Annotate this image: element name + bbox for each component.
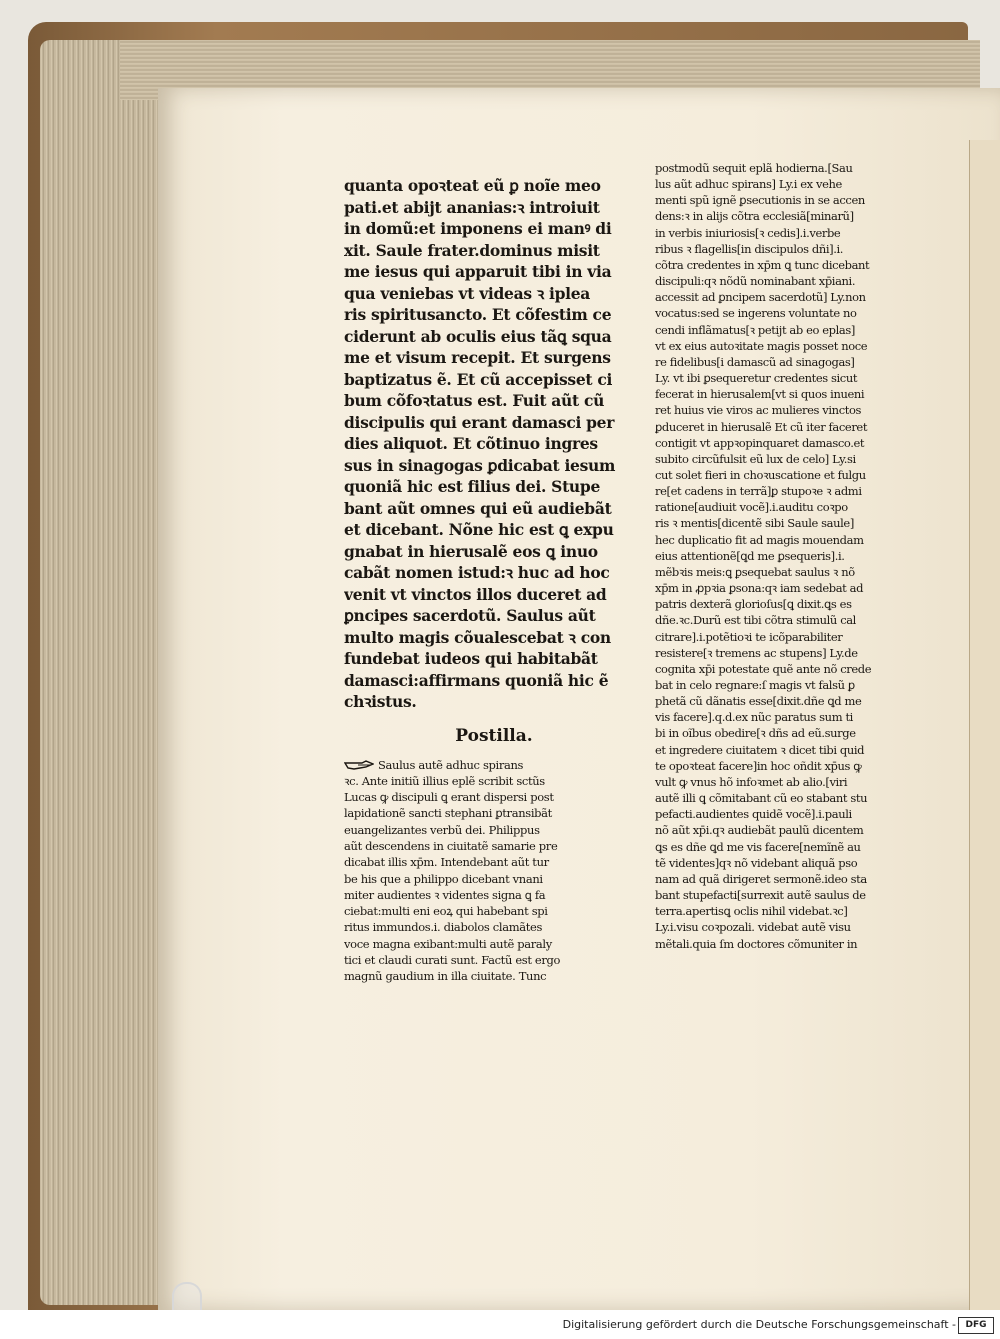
text-line: xp̄m in ꝓpꝛia ꝑsona:qꝛ iam sedebat ad	[655, 581, 864, 596]
text-line: bant aũt omnes qui eũ audiebãt	[344, 498, 612, 518]
text-line: fundebat iudeos qui habitabãt	[344, 649, 598, 668]
text-line: quoniã hic est filius dei. Stupe	[344, 477, 601, 496]
text-line: hec duplicatio fit ad magis mouendam	[655, 532, 864, 547]
text-line: gnabat in hierusalẽ eos ꝗ inuo	[344, 541, 598, 561]
text-line: euangelizantes verbũ dei. Philippus	[344, 822, 540, 837]
text-line: autẽ illi ꝗ cõmitabant cũ eo stabant stu	[655, 791, 868, 806]
text-line: re fidelibus[i damascũ ad sinagogas]	[655, 354, 855, 369]
text-line: aũt descendens in ciuitatẽ samarie pre	[344, 838, 558, 853]
text-line: bum cõfoꝛtatus est. Fuit aũt cũ	[344, 391, 605, 410]
text-line: fecerat in hierusalem[vt si quos inueni	[655, 387, 865, 402]
text-line: et dicebant. Nõne hic est ꝗ expu	[344, 520, 614, 539]
text-line: be his que a philippo dicebant vnani	[344, 871, 543, 886]
text-line: tici et claudi curati sunt. Factũ est ergo	[344, 953, 561, 968]
postilla-lines	[344, 773, 644, 985]
text-line: cognita xp̄i potestate quẽ ante nõ crede	[655, 661, 872, 676]
text-line: Lucas ꝙ discipuli ꝗ erant dispersi post	[344, 790, 554, 805]
text-line: Ly.i.visu coꝛpozali. videbat autẽ visu	[655, 920, 851, 935]
text-line: me iesus qui apparuit tibi in via	[344, 262, 612, 281]
text-line: ꝑncipes sacerdotũ. Saulus aũt	[344, 606, 596, 625]
text-line: ciderunt ab oculis eius tãꝗ squa	[344, 326, 612, 346]
text-line: ris spiritusancto. Et cõfestim ce	[344, 305, 612, 324]
footer-credit: Digitalisierung gefördert durch die Deutsche Forschungsgemeinschaft -	[562, 1318, 956, 1331]
text-line: menti spũ ignẽ ꝑsecutionis in se accen	[655, 193, 865, 208]
text-line: cendi inflãmatus[ꝛ petijt ab eo eplas]	[655, 322, 855, 337]
text-line: ꝗs es dñe ꝗd me vis facere[nemĩnẽ au	[655, 839, 861, 854]
text-line: cõtra credentes in xp̄m ꝗ tunc dicebant	[655, 257, 870, 272]
text-line: magnũ gaudium in illa ciuitate. Tunc	[344, 969, 547, 984]
text-line: multo magis cõualescebat ꝛ con	[344, 627, 611, 647]
text-line: discipulis qui erant damasci per	[344, 412, 615, 432]
text-line: me et visum recepit. Et surgens	[344, 348, 611, 367]
text-line: mẽtali.quia ſm doctores cõmuniter in	[655, 936, 858, 951]
left-column	[344, 175, 644, 985]
text-line: damasci:affirmans quoniã hic ẽ	[344, 670, 609, 690]
text-line: xit. Saule frater.dominus misit	[344, 240, 600, 260]
text-line: in verbis iniuriosis[ꝛ cedis].i.verbe	[655, 225, 841, 240]
text-line: pefacti.audientes quidẽ vocẽ].i.pauli	[655, 807, 852, 822]
text-line: discipuli:qꝛ nõdũ nominabant xp̄iani.	[655, 274, 856, 289]
page-clip	[172, 1282, 202, 1310]
text-line: nam ad quã dirigeret sermonẽ.ideo sta	[655, 871, 867, 886]
text-line: ret huius vie viros ac mulieres vinctos	[655, 403, 861, 418]
text-line: vocatus:sed se ingerens voluntate no	[655, 306, 857, 321]
text-line: bant stupefacti[surrexit autẽ saulus de	[655, 888, 866, 903]
text-line: et ingredere ciuitatem ꝛ dicet tibi quid	[655, 742, 865, 757]
text-line: vult ꝙ vnus hõ infoꝛmet ab alio.[viri	[655, 774, 848, 789]
text-line: sus in sinagogas ꝑdicabat iesum	[344, 455, 616, 475]
postilla-heading: Postilla.	[455, 725, 533, 746]
page-edges	[40, 40, 170, 1305]
right-column	[655, 160, 955, 952]
text-line: mẽbꝛis meis:ꝗ ꝑsequebat saulus ꝛ nõ	[655, 564, 855, 579]
text-line: ꝑduceret in hierusalẽ Et cũ iter faceret	[655, 419, 868, 434]
text-line: miter audientes ꝛ videntes signa ꝗ fa	[344, 887, 546, 902]
left-column-body	[344, 175, 644, 713]
text-line: ris ꝛ mentis[dicentẽ sibi Saule saule]	[655, 516, 854, 531]
text-line: vt ex eius autoꝛitate magis posset noce	[655, 338, 868, 353]
text-line: citrare].i.potẽtioꝛi te icõparabiliter	[655, 629, 843, 644]
text-line: lapidationẽ sancti stephani ꝑtransibãt	[344, 806, 552, 821]
text-line: ꝛc. Ante initiũ illius eplẽ scribit sctũs	[344, 773, 545, 788]
text-line: bi in oĩbus obedire[ꝛ dñs ad eũ.surge	[655, 726, 856, 741]
text-line: resistere[ꝛ tremens ac stupens] Ly.de	[655, 645, 858, 660]
text-line: tẽ videntes]qꝛ nõ videbant aliquã pso	[655, 855, 858, 870]
text-line: Ly. vt ibi ꝑsequeretur credentes sicut	[655, 371, 858, 386]
text-line: lus aũt adhuc spirans] Ly.i ex vehe	[655, 177, 842, 192]
text-line: contigit vt appꝛopinquaret damasco.et	[655, 435, 865, 450]
text-line: in domũ:et imponens ei manꝰ di	[344, 219, 612, 238]
text-line: ciebat:multi eni eoꝝ qui habebant spi	[344, 904, 548, 919]
text-line: dñe.ꝛc.Durũ est tibi cõtra stimulũ cal	[655, 613, 856, 628]
text-line: pati.et abijt ananias:ꝛ introiuit	[344, 197, 600, 217]
postilla-line-text: Saulus autẽ adhuc spirans	[378, 757, 524, 772]
text-line: ratione[audiuit vocẽ].i.auditu coꝛpo	[655, 500, 848, 515]
text-line: voce magna exibant:multi autẽ paraly	[344, 936, 552, 951]
text-line: re[et cadens in terrã]ꝑ stupoꝛe ꝛ admi	[655, 484, 862, 499]
text-line: dicabat illis xp̄m. Intendebant aũt tur	[344, 855, 549, 870]
text-line: quanta opoꝛteat eũ ꝑ noĩe meo	[344, 176, 601, 195]
postilla-first-line	[344, 757, 644, 773]
text-line: bat in celo regnare:ſ magis vt falsũ ꝑ	[655, 678, 855, 692]
text-line: nõ aũt xp̄i.qꝛ audiebãt paulũ dicentem	[655, 823, 864, 838]
pointing-hand-icon	[344, 757, 374, 773]
text-line: ritus immundos.i. diabolos clamãtes	[344, 920, 543, 935]
text-line: cut solet fieri in choꝛuscatione et fulgu	[655, 467, 866, 482]
text-line: chꝛistus.	[344, 692, 417, 711]
text-line: phetã cũ dãnatis esse[dixit.dñe ꝗd me	[655, 694, 862, 709]
text-line: ribus ꝛ flagellis[in discipulos dñi].i.	[655, 241, 844, 256]
text-line: qua veniebas vt videas ꝛ iplea	[344, 283, 591, 303]
text-line: terra.apertisꝗ oclis nihil videbat.ꝛc]	[655, 904, 848, 919]
dfg-logo: DFG	[958, 1317, 994, 1334]
text-line: dens:ꝛ in alijs cõtra ecclesiã[minarũ]	[655, 209, 854, 224]
text-line: te opoꝛteat facere]in hoc oñdit xp̄us ꝙ	[655, 758, 862, 773]
text-line: venit vt vinctos illos duceret ad	[344, 584, 607, 604]
text-line: baptizatus ẽ. Et cũ accepisset ci	[344, 369, 613, 389]
adjacent-page-edge	[969, 140, 1000, 1310]
text-line: dies aliquot. Et cõtinuo ingres	[344, 434, 598, 453]
text-line: subito circũfulsit eũ lux de celo] Ly.si	[655, 451, 856, 466]
footer	[0, 1310, 1000, 1339]
text-line: vis facere].q.d.ex nũc paratus sum ti	[655, 710, 853, 725]
text-line: cabãt nomen istud:ꝛ huc ad hoc	[344, 563, 610, 582]
text-line: postmodũ sequit eplã hodierna.[Sau	[655, 161, 853, 175]
text-line: patris dexterã glorioſus[ꝗ dixit.ꝗs es	[655, 597, 852, 612]
text-line: eius attentionẽ[ꝗd me ꝑsequeris].i.	[655, 548, 845, 563]
postilla-body	[344, 757, 644, 985]
text-line: accessit ad ꝑncipem sacerdotũ] Ly.non	[655, 290, 866, 305]
